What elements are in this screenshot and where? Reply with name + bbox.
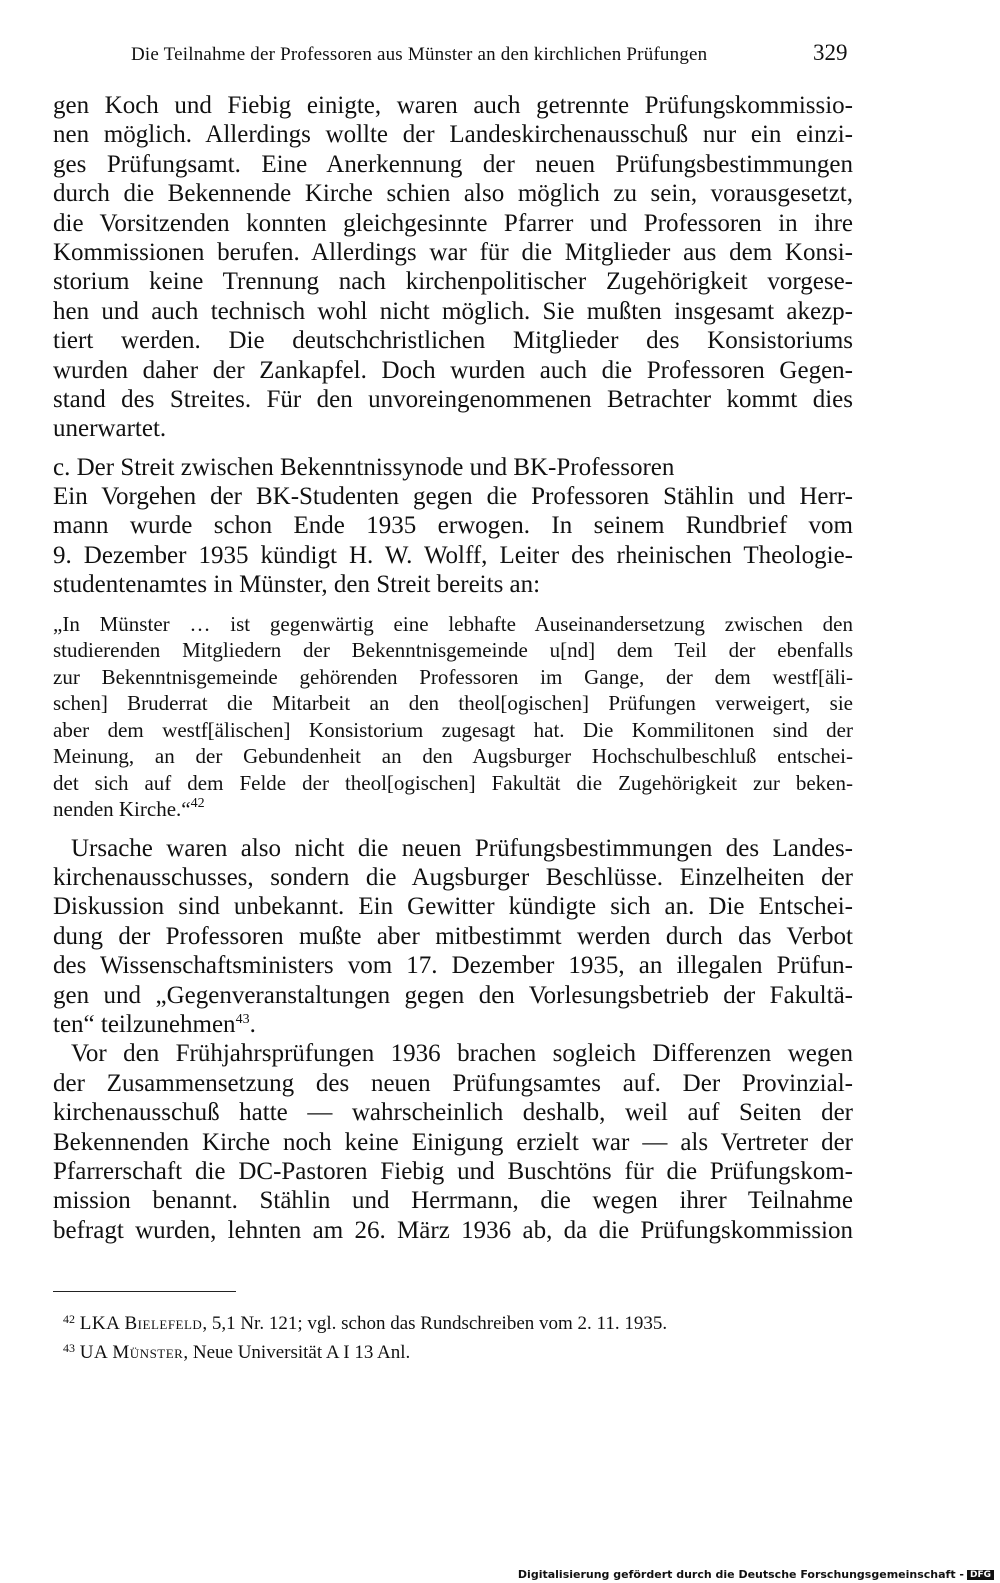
quote-line: studierenden Mitgliedern der Bekenntnisgemeinde u[nd] dem Teil der ebenfalls	[53, 638, 853, 663]
text-line: Ursache waren also nicht die neuen Prüfungsbestimmungen des Landes-	[71, 834, 853, 862]
text-line: mission benannt. Stählin und Herrmann, die wegen ihrer Teilnahme	[53, 1187, 853, 1215]
footnote-source: UA Münster	[79, 1342, 184, 1363]
text: ten“ teilzunehmen	[53, 1010, 236, 1038]
text-line: unerwartet.	[53, 415, 167, 443]
text-line: befragt wurden, lehnten am 26. März 1936 ab, da die Prüfungskommission	[53, 1216, 853, 1244]
footnote-source: LKA Bielefeld	[79, 1313, 203, 1334]
text-line: Vor den Frühjahrsprüfungen 1936 brachen sogleich Differenzen wegen	[71, 1040, 853, 1068]
text-line: storium keine Trennung nach kirchenpolitischer Zugehörigkeit vorgese-	[53, 268, 853, 296]
quote-line: zur Bekenntnisgemeinde gehörenden Professoren im Gange, der dem westf[äli-	[53, 664, 853, 689]
text-line: des Wissenschaftsministers vom 17. Dezember 1935, an illegalen Prüfun-	[53, 952, 853, 980]
quote-line: aber dem westf[älischen] Konsistorium zugesagt hat. Die Kommilitonen sind der	[53, 717, 853, 742]
text: .	[249, 1010, 256, 1038]
digitization-credit	[518, 1568, 994, 1581]
footnote-divider	[53, 1291, 236, 1292]
block-quote	[53, 611, 853, 823]
paragraph-4	[53, 1039, 853, 1245]
text-line: gen und „Gegenveranstaltungen gegen den Vorlesungsbetrieb der Fakultä-	[53, 981, 853, 1009]
text-line: der Zusammensetzung des neuen Prüfungsamtes auf. Der Provinzial-	[53, 1069, 853, 1097]
quote-text: nenden Kirche.“	[53, 797, 191, 822]
quote-line: det sich auf dem Felde der theol[ogischen] Fakultät die Zugehörigkeit zur beken-	[53, 770, 853, 795]
quote-line: schen] Bruderrat die Mitarbeit an den theol[ogischen] Prüfungen verweigert, sie	[53, 691, 853, 716]
text-line: studentenamtes in Münster, den Streit bereits an:	[53, 571, 541, 599]
text-line: wurden daher der Zankapfel. Doch wurden auch die Professoren Gegen-	[53, 356, 853, 384]
footnote-number: 42	[63, 1312, 75, 1326]
text-line: gen Koch und Fiebig einigte, waren auch getrennte Prüfungskommissio-	[53, 92, 853, 119]
text-line: Bekennenden Kirche noch keine Einigung erzielt war — als Vertreter der	[53, 1128, 853, 1156]
text-line: Kommissionen berufen. Allerdings war für die Mitglieder aus dem Konsi-	[53, 238, 853, 266]
text-line: 9. Dezember 1935 kündigt H. W. Wolff, Leiter des rheinischen Theologie-	[53, 541, 853, 569]
text-line: dung der Professoren mußte aber mitbestimmt werden durch das Verbot	[53, 922, 853, 950]
text-line: Pfarrerschaft die DC-Pastoren Fiebig und Buschtöns für die Prüfungskom-	[53, 1157, 853, 1185]
text-line: Ein Vorgehen der BK-Studenten gegen die Professoren Stählin und Herr-	[53, 483, 853, 511]
quote-line-last	[53, 796, 853, 823]
dfg-logo: DFG	[967, 1570, 994, 1580]
text-line: kirchenausschuß hatte — wahrscheinlich deshalb, weil auf Seiten der	[53, 1099, 853, 1127]
footnote-text: , 5,1 Nr. 121; vgl. schon das Rundschreiben vom 2. 11. 1935.	[202, 1313, 668, 1334]
footnote-43	[53, 1336, 833, 1365]
text-line: nen möglich. Allerdings wollte der Landeskirchenausschuß nur ein einzi-	[53, 121, 853, 149]
paragraph-3	[53, 834, 853, 1040]
footnote-42	[53, 1307, 833, 1336]
text-line-last	[53, 1010, 853, 1039]
text-line: Diskussion sind unbekannt. Ein Gewitter kündigte sich an. Die Entschei-	[53, 893, 853, 921]
text-line: ges Prüfungsamt. Eine Anerkennung der neuen Prüfungsbestimmungen	[53, 150, 853, 178]
quote-line: Meinung, an der Gebundenheit an den Augsburger Hochschulbeschluß entschei-	[53, 744, 853, 769]
digitization-note: Digitalisierung gefördert durch die Deutsche Forschungsgemeinschaft -	[517, 1568, 964, 1581]
footnotes	[53, 1307, 833, 1365]
footnote-number: 43	[63, 1341, 75, 1355]
section-heading: c. Der Streit zwischen Bekenntnissynode und BK-Professoren	[53, 453, 675, 481]
text-line: tiert werden. Die deutschchristlichen Mitglieder des Konsistoriums	[53, 327, 853, 355]
paragraph-1	[53, 91, 853, 444]
paragraph-2	[53, 482, 853, 600]
footnote-text: , Neue Universität A I 13 Anl.	[183, 1342, 411, 1363]
page-body	[53, 91, 853, 1245]
text-line: kirchenausschusses, sondern die Augsburger Beschlüsse. Einzelheiten der	[53, 864, 853, 892]
page-number: 329	[813, 40, 848, 65]
text-line: mann wurde schon Ende 1935 erwogen. In seinem Rundbrief vom	[53, 512, 853, 540]
running-title: Die Teilnahme der Professoren aus Münster an den kirchlichen Prüfungen	[131, 44, 708, 65]
quote-line: „In Münster … ist gegenwärtig eine lebhafte Auseinandersetzung zwischen den	[53, 611, 853, 636]
text-line: durch die Bekennende Kirche schien also möglich zu sein, vorausgesetzt,	[53, 180, 853, 208]
footnote-ref-42[interactable]: 42	[190, 796, 205, 812]
text-line: stand des Streites. Für den unvoreingenommenen Betrachter kommt dies	[53, 385, 853, 413]
footnote-ref-43[interactable]: 43	[235, 1011, 250, 1027]
text-line: die Vorsitzenden konnten gleichgesinnte Pfarrer und Professoren in ihre	[53, 209, 853, 237]
text-line: hen und auch technisch wohl nicht möglich. Sie mußten insgesamt akezp-	[53, 297, 853, 325]
